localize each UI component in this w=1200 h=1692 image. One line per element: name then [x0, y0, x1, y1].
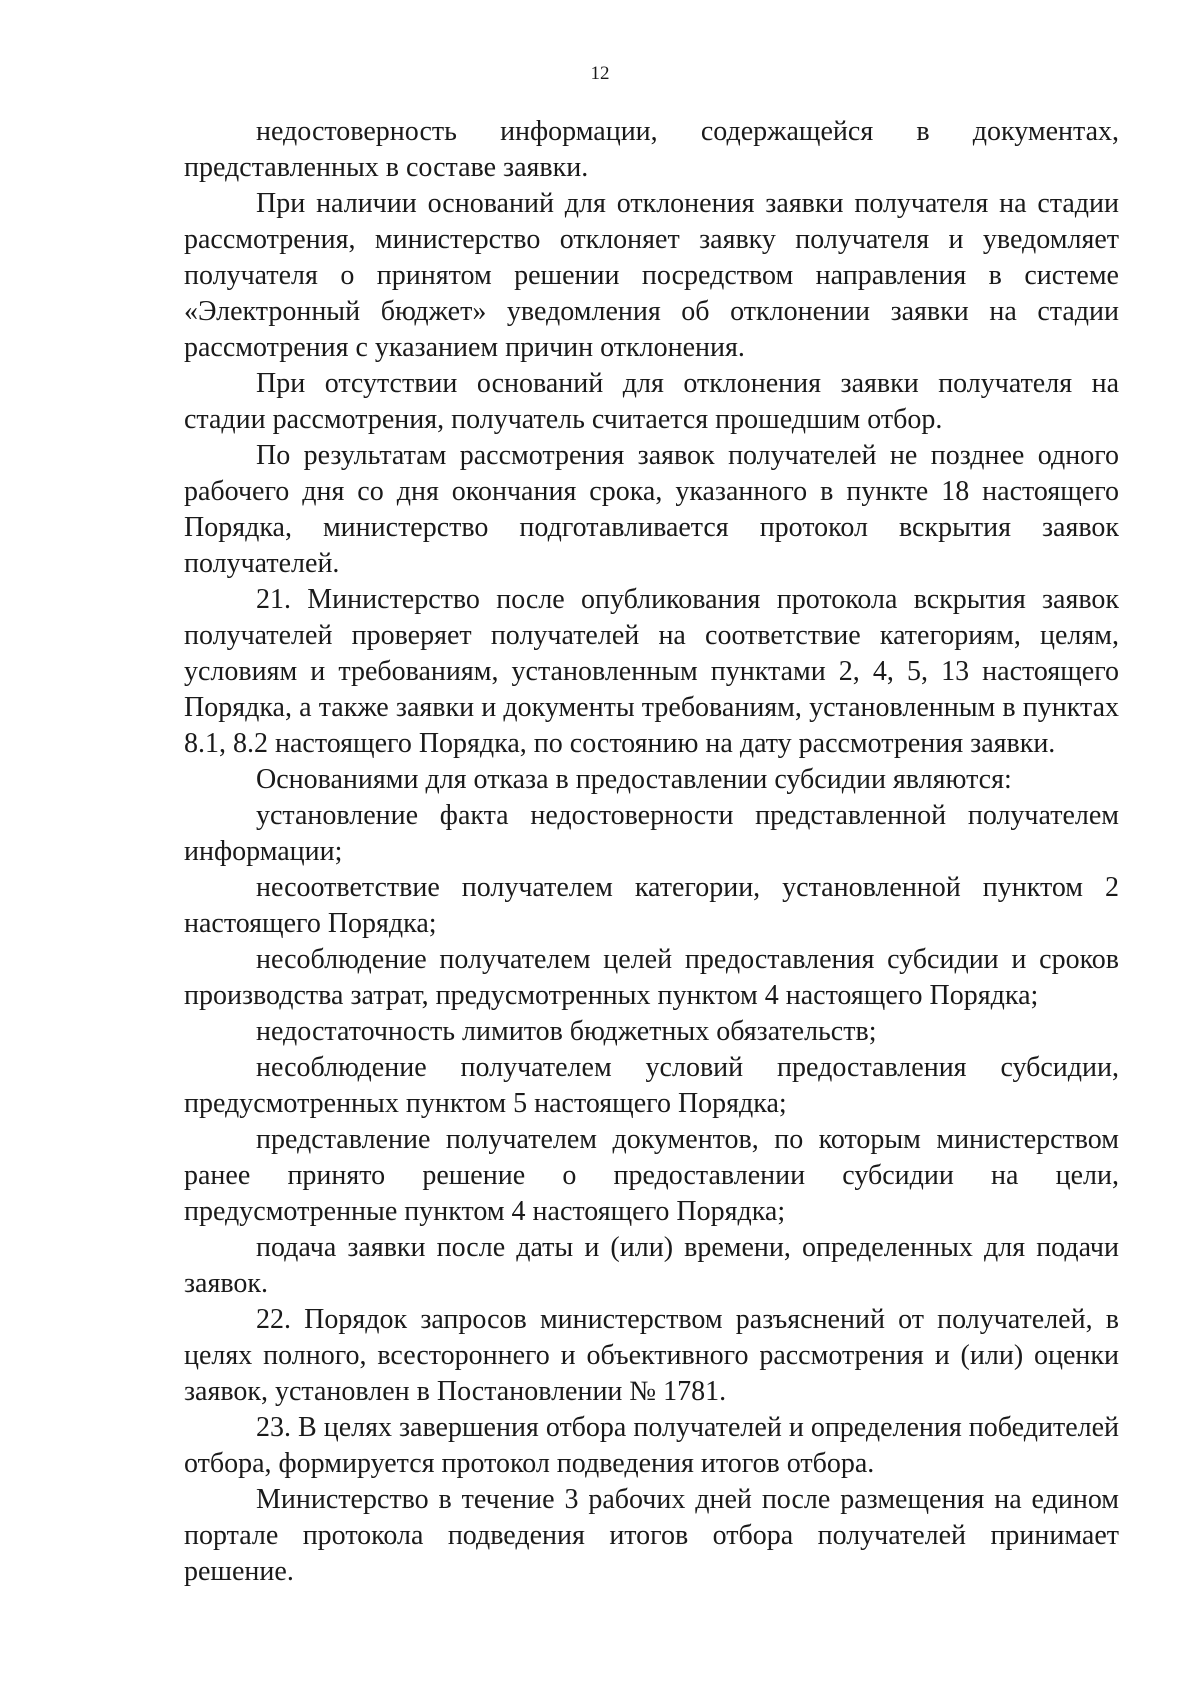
paragraph: По результатам рассмотрения заявок получателей не позднее одного рабочего дня со дня окончания срока, указанного в пункте 18 настоящего Порядка, министерство подготавливается протокол вскрытия заявок получателей.: [184, 440, 1119, 579]
paragraph: представление получателем документов, по которым министерством ранее принято решение о предоставлении субсидии на цели, предусмотренные пунктом 4 настоящего Порядка;: [184, 1124, 1119, 1227]
paragraph: несоблюдение получателем условий предоставления субсидии, предусмотренных пунктом 5 настоящего Порядка;: [184, 1052, 1119, 1119]
paragraph: 21. Министерство после опубликования протокола вскрытия заявок получателей проверяет получателей на соответствие категориям, целям, условиям и требованиям, установленным пунктами 2, 4, 5, 13 настоящего Порядка, а также заявки и документы требованиям, установленным в пунктах 8.1, 8.2 настоящего Порядка, по состоянию на дату рассмотрения заявки.: [184, 584, 1119, 759]
paragraph: несоблюдение получателем целей предоставления субсидии и сроков производства затрат, предусмотренных пунктом 4 настоящего Порядка;: [184, 944, 1119, 1011]
paragraph: недостоверность информации, содержащейся в документах, представленных в составе заявки.: [184, 116, 1119, 183]
paragraph: 23. В целях завершения отбора получателей и определения победителей отбора, формируется протокол подведения итогов отбора.: [184, 1412, 1119, 1479]
page-number: 12: [590, 63, 610, 84]
paragraph: При отсутствии оснований для отклонения заявки получателя на стадии рассмотрения, получатель считается прошедшим отбор.: [184, 368, 1119, 435]
paragraph: При наличии оснований для отклонения заявки получателя на стадии рассмотрения, министерство отклоняет заявку получателя и уведомляет получателя о принятом решении посредством направления в системе «Электронный бюджет» уведомления об отклонении заявки на стадии рассмотрения с указанием причин отклонения.: [184, 188, 1119, 363]
paragraph: установление факта недостоверности представленной получателем информации;: [184, 800, 1119, 867]
paragraph: подача заявки после даты и (или) времени, определенных для подачи заявок.: [184, 1232, 1119, 1299]
paragraph: несоответствие получателем категории, установленной пунктом 2 настоящего Порядка;: [184, 872, 1119, 939]
paragraph: 22. Порядок запросов министерством разъяснений от получателей, в целях полного, всестороннего и объективного рассмотрения и (или) оценки заявок, установлен в Постановлении № 1781.: [184, 1304, 1119, 1407]
paragraph: Основаниями для отказа в предоставлении субсидии являются:: [256, 764, 1012, 795]
paragraph: Министерство в течение 3 рабочих дней после размещения на едином портале протокола подведения итогов отбора получателей принимает решение.: [184, 1484, 1119, 1587]
paragraph: недостаточность лимитов бюджетных обязательств;: [256, 1016, 877, 1047]
document-body: [184, 114, 1119, 1590]
